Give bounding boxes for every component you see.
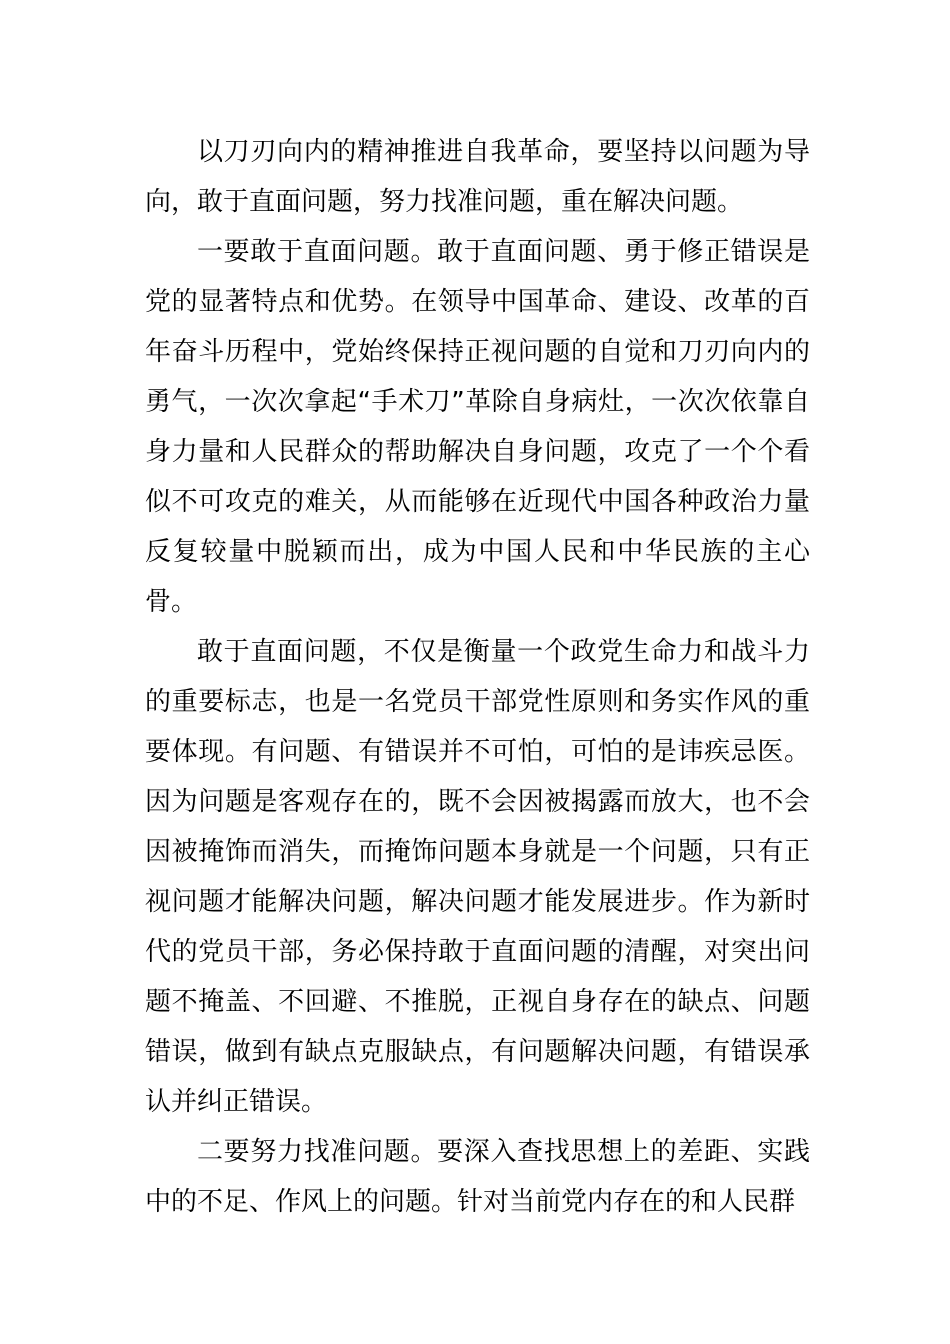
paragraph-intro: 以刀刃向内的精神推进自我革命，要坚持以问题为导向，敢于直面问题，努力找准问题，重在解决问题。 [145, 137, 810, 217]
paragraph-significance: 敢于直面问题，不仅是衡量一个政党生命力和战斗力的重要标志，也是一名党员干部党性原则和务实作风的重要体现。有问题、有错误并不可怕，可怕的是讳疾忌医。因为问题是客观存在的，既不会因被揭露而放大，也不会因被掩饰而消失，而掩饰问题本身就是一个问题，只有正视问题才能解决问题，解决问题才能发展进步。作为新时代的党员干部，务必保持敢于直面问题的清醒，对突出问题不掩盖、不回避、不推脱，正视自身存在的缺点、问题错误，做到有缺点克服缺点，有问题解决问题，有错误承认并纠正错误。 [145, 637, 810, 1117]
paragraph-face-problems: 一要敢于直面问题。敢于直面问题、勇于修正错误是党的显著特点和优势。在领导中国革命、建设、改革的百年奋斗历程中，党始终保持正视问题的自觉和刀刃向内的勇气，一次次拿起“手术刀”革除自身病灶，一次次依靠自身力量和人民群众的帮助解决自身问题，攻克了一个个看似不可攻克的难关，从而能够在近现代中国各种政治力量反复较量中脱颖而出，成为中国人民和中华民族的主心骨。 [145, 237, 810, 617]
paragraph-identify-problems: 二要努力找准问题。要深入查找思想上的差距、实践中的不足、作风上的问题。针对当前党内存在的和人民群 [145, 1137, 810, 1217]
document-body [145, 127, 810, 1227]
